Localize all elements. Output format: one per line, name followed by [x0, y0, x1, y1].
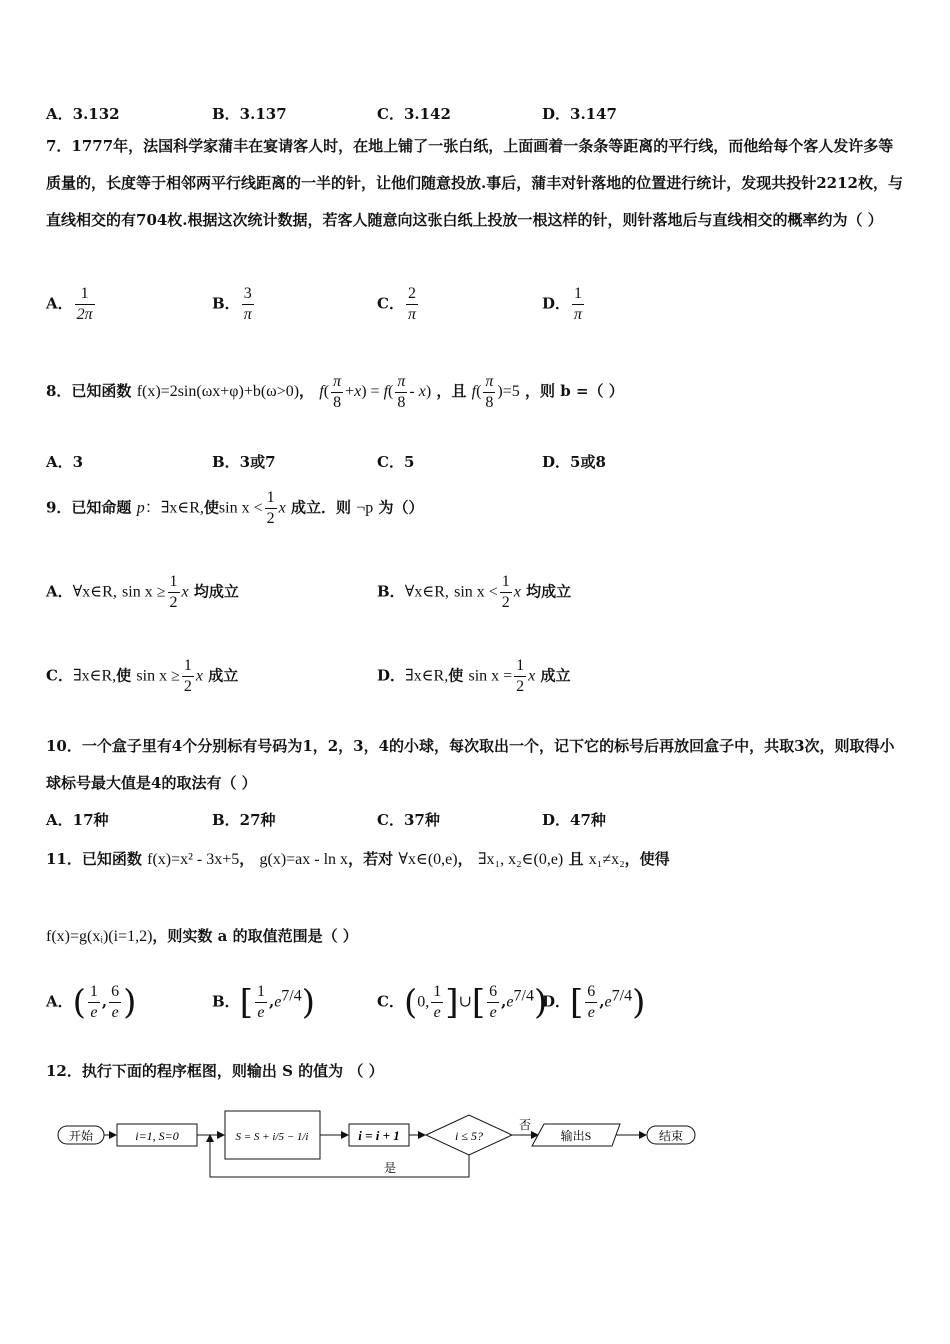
q8-option-d: D．5或8 [542, 453, 606, 471]
flow-decision-label: i ≤ 5? [455, 1129, 483, 1143]
q11-stem: 11．已知函数 f(x)=x² - 3x+5， g(x)=ax - ln x，若对 ∀x∈(0,e)， ∃x₁, x₂∈(0,e) 且 x₁≠x₂，使得 [46, 850, 670, 868]
quantifier: ∃x∈R, [72, 667, 117, 685]
q11-stem-2 [46, 925, 358, 946]
q10-option-a: A．17种 [46, 811, 109, 829]
flow-start-label: 开始 [68, 1129, 94, 1143]
q9-suffix: 为（） [378, 498, 424, 517]
q7-option-c [377, 284, 420, 325]
q11-option-b: B．[ $\frac{1}{e}$ $,e^{7/4}$) [212, 982, 316, 1023]
q10-option-b: B．27种 [212, 811, 276, 829]
q8-value-eq: =5 [502, 383, 520, 401]
q7-stem: 7．1777年，法国科学家蒲丰在宴请客人时，在地上铺了一张白纸，上面画着一条条等距离的平行线，而他给每个客人发许多等质量的，长度等于相邻两平行线距离的一半的针，让他们随意投放.事后，蒲丰对针落地的位置进行统计，发现共投针2212枚，与直线相交的有704枚.根据这次统计数据，若客人随意向这张白纸上投放一根这样的针，则针落地后与直线相交的概率约为（ ） [46, 137, 903, 229]
tail: 成立 [540, 666, 571, 685]
q11-g: g(x)=ax - ln x [259, 851, 349, 868]
q11-exists: ∃x₁, x₂∈(0,e) [477, 851, 564, 868]
q9-option-d: D．∃x∈R,使 sin x = $\frac{1}{2}$ x 成立 [377, 657, 571, 695]
q8-symmetry: f( $\frac{\pi}{8}$ +x) = f( $\frac{\pi}{8}$ - x) [319, 373, 432, 411]
q11-prefix: 11．已知函数 [46, 850, 142, 868]
numerator: 1 [572, 284, 584, 305]
tail: 成立 [208, 666, 239, 685]
option-label: B． [212, 992, 240, 1011]
q9-exists: ：∃x∈R, [144, 499, 204, 517]
q9-stem: 9．已知命题 p：∃x∈R,使sin x < $\frac{1}{2}$ x 成立．则 ¬p 为（） [46, 489, 424, 527]
q6-option-b: B．3.137 [212, 105, 287, 123]
q8-and: ，且 [436, 382, 467, 401]
option-label: D． [542, 992, 571, 1011]
q10-stem: 10．一个盒子里有4个分别标有号码为1，2，3，4的小球，每次取出一个，记下它的标号后再放回盒子中，共取3次，则取得小球标号最大值是4的取法有（ ） [46, 737, 895, 792]
relation: sin x = [468, 667, 513, 685]
q11-f: f(x)=x² - 3x+5 [147, 851, 240, 868]
option-label: C． [377, 992, 404, 1011]
flow-increment-label: i = i + 1 [358, 1128, 400, 1143]
q11-shide: ，使得 [624, 850, 670, 868]
denominator: π [243, 306, 252, 323]
q9-not-p: ¬p [356, 499, 374, 517]
numerator: 2 [406, 284, 418, 305]
q9-shi: 使 [203, 498, 219, 517]
tail: 均成立 [526, 582, 572, 601]
q9-option-c: C．∃x∈R,使 sin x ≥ $\frac{1}{2}$ x 成立 [46, 657, 239, 695]
q8-function: f(x)=2sin(ωx+φ)+b(ω>0) [136, 383, 300, 401]
relation: sin x ≥ [136, 667, 180, 685]
q7-option-a [46, 284, 97, 325]
q10-option-c: C．37种 [377, 811, 440, 829]
q8-value: f( $\frac{\pi}{8}$ )=5 [471, 373, 520, 411]
option-label: D． [377, 666, 406, 685]
denominator: π [407, 306, 416, 323]
denominator: 2π [76, 306, 93, 323]
q11-ruo: ，若对 [348, 850, 394, 868]
q7-option-d [542, 284, 586, 325]
numerator: 1 [75, 284, 95, 305]
q11-forall: ∀x∈(0,e) [398, 851, 458, 868]
q7-option-b [212, 284, 256, 325]
flow-end-label: 结束 [658, 1129, 684, 1143]
numerator: 3 [242, 284, 254, 305]
shi: 使 [116, 666, 132, 685]
q8-option-a: A．3 [46, 453, 84, 471]
q11-option-d: D．[ $\frac{6}{e}$ $,e^{7/4}$) [542, 982, 646, 1023]
shi: 使 [448, 666, 464, 685]
q11-equation: f(x)=g(xᵢ)(i=1,2) [46, 928, 153, 945]
q9-p: p [136, 499, 145, 517]
option-label: B． [377, 582, 405, 601]
option-label: D． [542, 294, 571, 313]
flow-output-label: 输出S [560, 1129, 592, 1143]
quantifier: ∀x∈R, [72, 583, 117, 601]
option-label: B． [212, 294, 240, 313]
q12-flowchart [0, 1100, 950, 1200]
option-label: C． [46, 666, 73, 685]
q8-option-b: B．3或7 [212, 453, 276, 471]
q8-suffix: ，则 b =（ ） [525, 382, 624, 401]
q6-option-d: D．3.147 [542, 105, 617, 123]
q11-qie: 且 [568, 850, 584, 868]
q11-option-a: A．( $\frac{1}{e}$ , $\frac{6}{e}$ ) [46, 982, 137, 1023]
option-label: A． [46, 294, 73, 313]
q12-stem: 12．执行下面的程序框图，则输出 S 的值为 （ ） [46, 1062, 384, 1080]
flow-init-label: i=1, S=0 [135, 1129, 179, 1143]
q11-tail: ，则实数 a 的取值范围是（ ） [152, 927, 358, 945]
flow-no-label: 否 [518, 1118, 532, 1132]
q9-option-a: A．∀x∈R, sin x ≥ $\frac{1}{2}$ x 均成立 [46, 573, 239, 611]
q9-relation: sin x < [218, 499, 263, 517]
flow-yes-label: 是 [383, 1161, 397, 1175]
q10-option-d: D．47种 [542, 811, 606, 829]
relation: sin x ≥ [122, 583, 166, 601]
q9-option-b: B．∀x∈R, sin x < $\frac{1}{2}$ x 均成立 [377, 573, 572, 611]
q11-neq: x₁≠x₂ [588, 851, 625, 868]
option-label: A． [46, 992, 73, 1011]
relation: sin x < [454, 583, 498, 601]
q6-option-a: A．3.132 [46, 105, 120, 123]
q11-option-c: C．(0, $\frac{1}{e}$ ]∪[ $\frac{6}{e}$ $,e^{7/4}$) [377, 982, 548, 1023]
quantifier: ∃x∈R, [405, 667, 449, 685]
option-label: A． [46, 582, 73, 601]
q9-prefix: 9．已知命题 [46, 498, 132, 517]
quantifier: ∀x∈R, [404, 583, 449, 601]
option-label: C． [377, 294, 404, 313]
q9-chengli: 成立．则 [290, 498, 351, 517]
q8-option-c: C．5 [377, 453, 415, 471]
tail: 均成立 [193, 582, 239, 601]
denominator: π [574, 306, 583, 323]
q6-option-c: C．3.142 [377, 105, 451, 123]
q8-prefix: 8．已知函数 [46, 382, 132, 401]
flow-update-label: S = S + i/5 − 1/i [235, 1131, 309, 1143]
q8-stem: 8．已知函数 f(x)=2sin(ωx+φ)+b(ω>0)， f( $\frac{\pi}{8}$ +x) = f( $\frac{\pi}{8}$ - x) ，且 f( $\frac{\pi}{8}$ )=5 ，则 b =（ ） [46, 373, 624, 411]
